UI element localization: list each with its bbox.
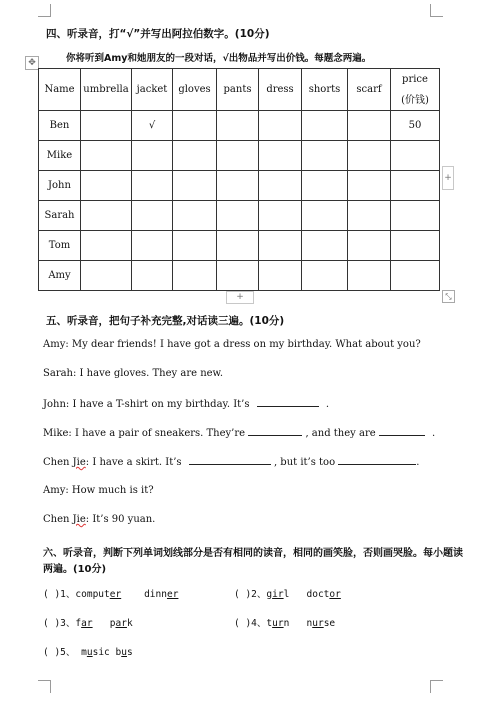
table-cell[interactable] [302, 261, 348, 291]
dialogue-text: : It’s 90 yuan. [85, 514, 156, 525]
word-part: g [266, 589, 273, 600]
table-cell[interactable] [302, 231, 348, 261]
question-number: 5、 [60, 647, 76, 658]
table-cell[interactable] [173, 141, 217, 171]
table-cell[interactable] [132, 201, 173, 231]
table-cell[interactable] [173, 231, 217, 261]
answer-blank[interactable] [248, 426, 302, 436]
table-cell[interactable] [173, 201, 217, 231]
table-cell[interactable] [302, 141, 348, 171]
table-header-row [39, 69, 440, 111]
dialogue-line-amy: Amy: My dear friends! I have got a dress on my birthday. What about you? [43, 339, 421, 350]
section4-instruction: 你将听到Amy和她朋友的一段对话，√出物品并写出价钱。每题念两遍。 [66, 53, 372, 64]
word-part: n [283, 618, 290, 629]
answer-paren[interactable]: ( ) [234, 618, 252, 629]
underlined-part: ur [312, 618, 324, 629]
word-part: m [81, 647, 87, 658]
word-part: f [75, 618, 82, 629]
table-cell[interactable] [217, 141, 259, 171]
question-5 [43, 644, 133, 658]
question-1 [43, 586, 178, 600]
dialogue-text: Mike: I have a pair of sneakers. They’re [43, 428, 246, 439]
header-scarf: scarf [348, 69, 391, 111]
spellcheck-underline: Jie [72, 514, 86, 525]
table-cell[interactable] [81, 141, 132, 171]
table-cell[interactable] [132, 171, 173, 201]
table-cell[interactable] [302, 171, 348, 201]
underlined-part: ar [115, 618, 127, 629]
word-part: k [126, 618, 133, 629]
dialogue-line-sarah: Sarah: I have gloves. They are new. [43, 368, 224, 379]
row-name: Ben [39, 111, 81, 141]
word-part: sic [92, 647, 110, 658]
word-part: dinn [144, 589, 167, 600]
question-number: 3、 [60, 618, 76, 629]
table-cell[interactable] [217, 111, 259, 141]
underlined-part: u [121, 647, 127, 658]
dialogue-text: . [325, 399, 330, 410]
table-move-handle-icon[interactable]: ✥ [25, 56, 39, 70]
crop-mark-bottom-right [430, 680, 443, 693]
header-jacket: jacket [132, 69, 173, 111]
question-number: 4、 [251, 618, 267, 629]
answer-paren[interactable]: ( ) [43, 589, 61, 600]
word-part: n [306, 618, 313, 629]
dialogue-line-mike [43, 426, 435, 439]
price-cell[interactable] [391, 201, 440, 231]
table-row [39, 261, 440, 291]
table-row [39, 201, 440, 231]
table-cell[interactable] [348, 141, 391, 171]
table-cell[interactable] [132, 261, 173, 291]
dialogue-line-chenjie-2 [43, 514, 155, 525]
table-row [39, 141, 440, 171]
table-cell[interactable] [132, 141, 173, 171]
table-cell[interactable] [217, 201, 259, 231]
table-cell[interactable] [81, 111, 132, 141]
header-shorts: shorts [302, 69, 348, 111]
table-cell[interactable] [173, 171, 217, 201]
dialogue-text: John: I have a T-shirt on my birthday. It’s [43, 399, 250, 410]
word-part: doct [306, 589, 330, 600]
dialogue-line-chenjie [43, 455, 419, 468]
table-cell[interactable] [81, 231, 132, 261]
table-cell[interactable] [348, 231, 391, 261]
word-part: se [323, 618, 336, 629]
table-cell[interactable] [217, 171, 259, 201]
header-price [391, 69, 440, 111]
table-cell[interactable] [259, 111, 302, 141]
header-price-label: price [402, 73, 428, 85]
question-2 [234, 586, 341, 600]
word-part: comput [75, 589, 110, 600]
table-cell[interactable] [217, 231, 259, 261]
word-part: s [126, 647, 133, 658]
answer-paren[interactable]: ( ) [43, 618, 61, 629]
answer-blank[interactable] [338, 455, 416, 465]
row-name: John [39, 171, 81, 201]
header-name: Name [39, 69, 81, 111]
table-cell[interactable] [259, 201, 302, 231]
price-cell[interactable] [391, 231, 440, 261]
price-cell[interactable] [391, 171, 440, 201]
table-cell[interactable] [348, 171, 391, 201]
crop-mark-top-right [430, 4, 443, 17]
table-cell[interactable] [348, 111, 391, 141]
add-column-button[interactable]: + [442, 166, 454, 190]
answer-paren[interactable]: ( ) [234, 589, 252, 600]
table-row [39, 111, 440, 141]
answer-blank[interactable] [189, 455, 271, 465]
dialogue-line-amy-2: Amy: How much is it? [43, 485, 154, 496]
crop-mark-top-left [38, 4, 51, 17]
underlined-part: or [329, 589, 341, 600]
answer-blank[interactable] [379, 426, 425, 436]
table-cell[interactable] [173, 111, 217, 141]
price-cell[interactable]: 50 [391, 111, 440, 141]
table-cell[interactable] [348, 201, 391, 231]
table-cell[interactable] [348, 261, 391, 291]
section6-title: 六、听录音，判断下列单词划线部分是否有相同的读音，相同的画笑脸，否则画哭脸。每小题读两遍。(10分) [43, 548, 463, 575]
table-cell[interactable] [81, 201, 132, 231]
price-cell[interactable] [391, 261, 440, 291]
table-row [39, 231, 440, 261]
underlined-part: ur [272, 618, 284, 629]
row-name: Tom [39, 231, 81, 261]
table-cell[interactable] [259, 171, 302, 201]
table-cell[interactable] [173, 261, 217, 291]
word-part: p [109, 618, 116, 629]
table-cell[interactable] [302, 111, 348, 141]
price-cell[interactable] [391, 141, 440, 171]
answer-paren[interactable]: ( ) [43, 647, 61, 658]
word-part: b [115, 647, 122, 658]
word-part: l [283, 589, 290, 600]
crop-mark-bottom-left [38, 680, 51, 693]
header-dress: dress [259, 69, 302, 111]
dialogue-text: . [416, 457, 420, 468]
underlined-part: er [109, 589, 122, 600]
table-cell[interactable] [132, 231, 173, 261]
dialogue-text: , but it’s too [273, 457, 336, 468]
row-name: Amy [39, 261, 81, 291]
table-cell[interactable] [217, 261, 259, 291]
header-price-cn: (价钱) [401, 94, 429, 106]
underlined-part: ir [272, 589, 284, 600]
header-gloves: gloves [173, 69, 217, 111]
row-name: Mike [39, 141, 81, 171]
table-cell[interactable] [259, 141, 302, 171]
word-part: t [266, 618, 273, 629]
question-number: 2、 [251, 589, 267, 600]
table-cell[interactable] [302, 201, 348, 231]
check-mark[interactable]: √ [132, 111, 173, 141]
table-cell[interactable] [259, 261, 302, 291]
table-row [39, 171, 440, 201]
underlined-part: er [166, 589, 179, 600]
table-resize-handle-icon[interactable]: ⤡ [442, 290, 455, 303]
underlined-part: u [86, 647, 93, 658]
add-row-button[interactable]: + [226, 291, 254, 304]
dialogue-text: . [432, 428, 436, 439]
dialogue-text: , and they are [305, 428, 376, 439]
answer-blank[interactable] [257, 397, 319, 407]
dialogue-text: Chen [43, 514, 73, 525]
header-pants: pants [217, 69, 259, 111]
dialogue-line-john [43, 397, 329, 410]
header-umbrella: umbrella [81, 69, 132, 111]
question-number: 1、 [60, 589, 76, 600]
underlined-part: ar [81, 618, 93, 629]
listening-table [38, 68, 440, 291]
question-3 [43, 615, 133, 629]
table-cell[interactable] [259, 231, 302, 261]
question-4 [234, 615, 335, 629]
dialogue-text: : I have a skirt. It’s [85, 457, 182, 468]
spellcheck-underline: Jie [72, 457, 86, 468]
dialogue-text: Chen [43, 457, 73, 468]
section4-title: 四、听录音，打“√”并写出阿拉伯数字。(10分) [46, 28, 270, 40]
row-name: Sarah [39, 201, 81, 231]
table-cell[interactable] [81, 261, 132, 291]
section5-title: 五、听录音，把句子补充完整,对话读三遍。(10分) [46, 315, 285, 327]
table-cell[interactable] [81, 171, 132, 201]
